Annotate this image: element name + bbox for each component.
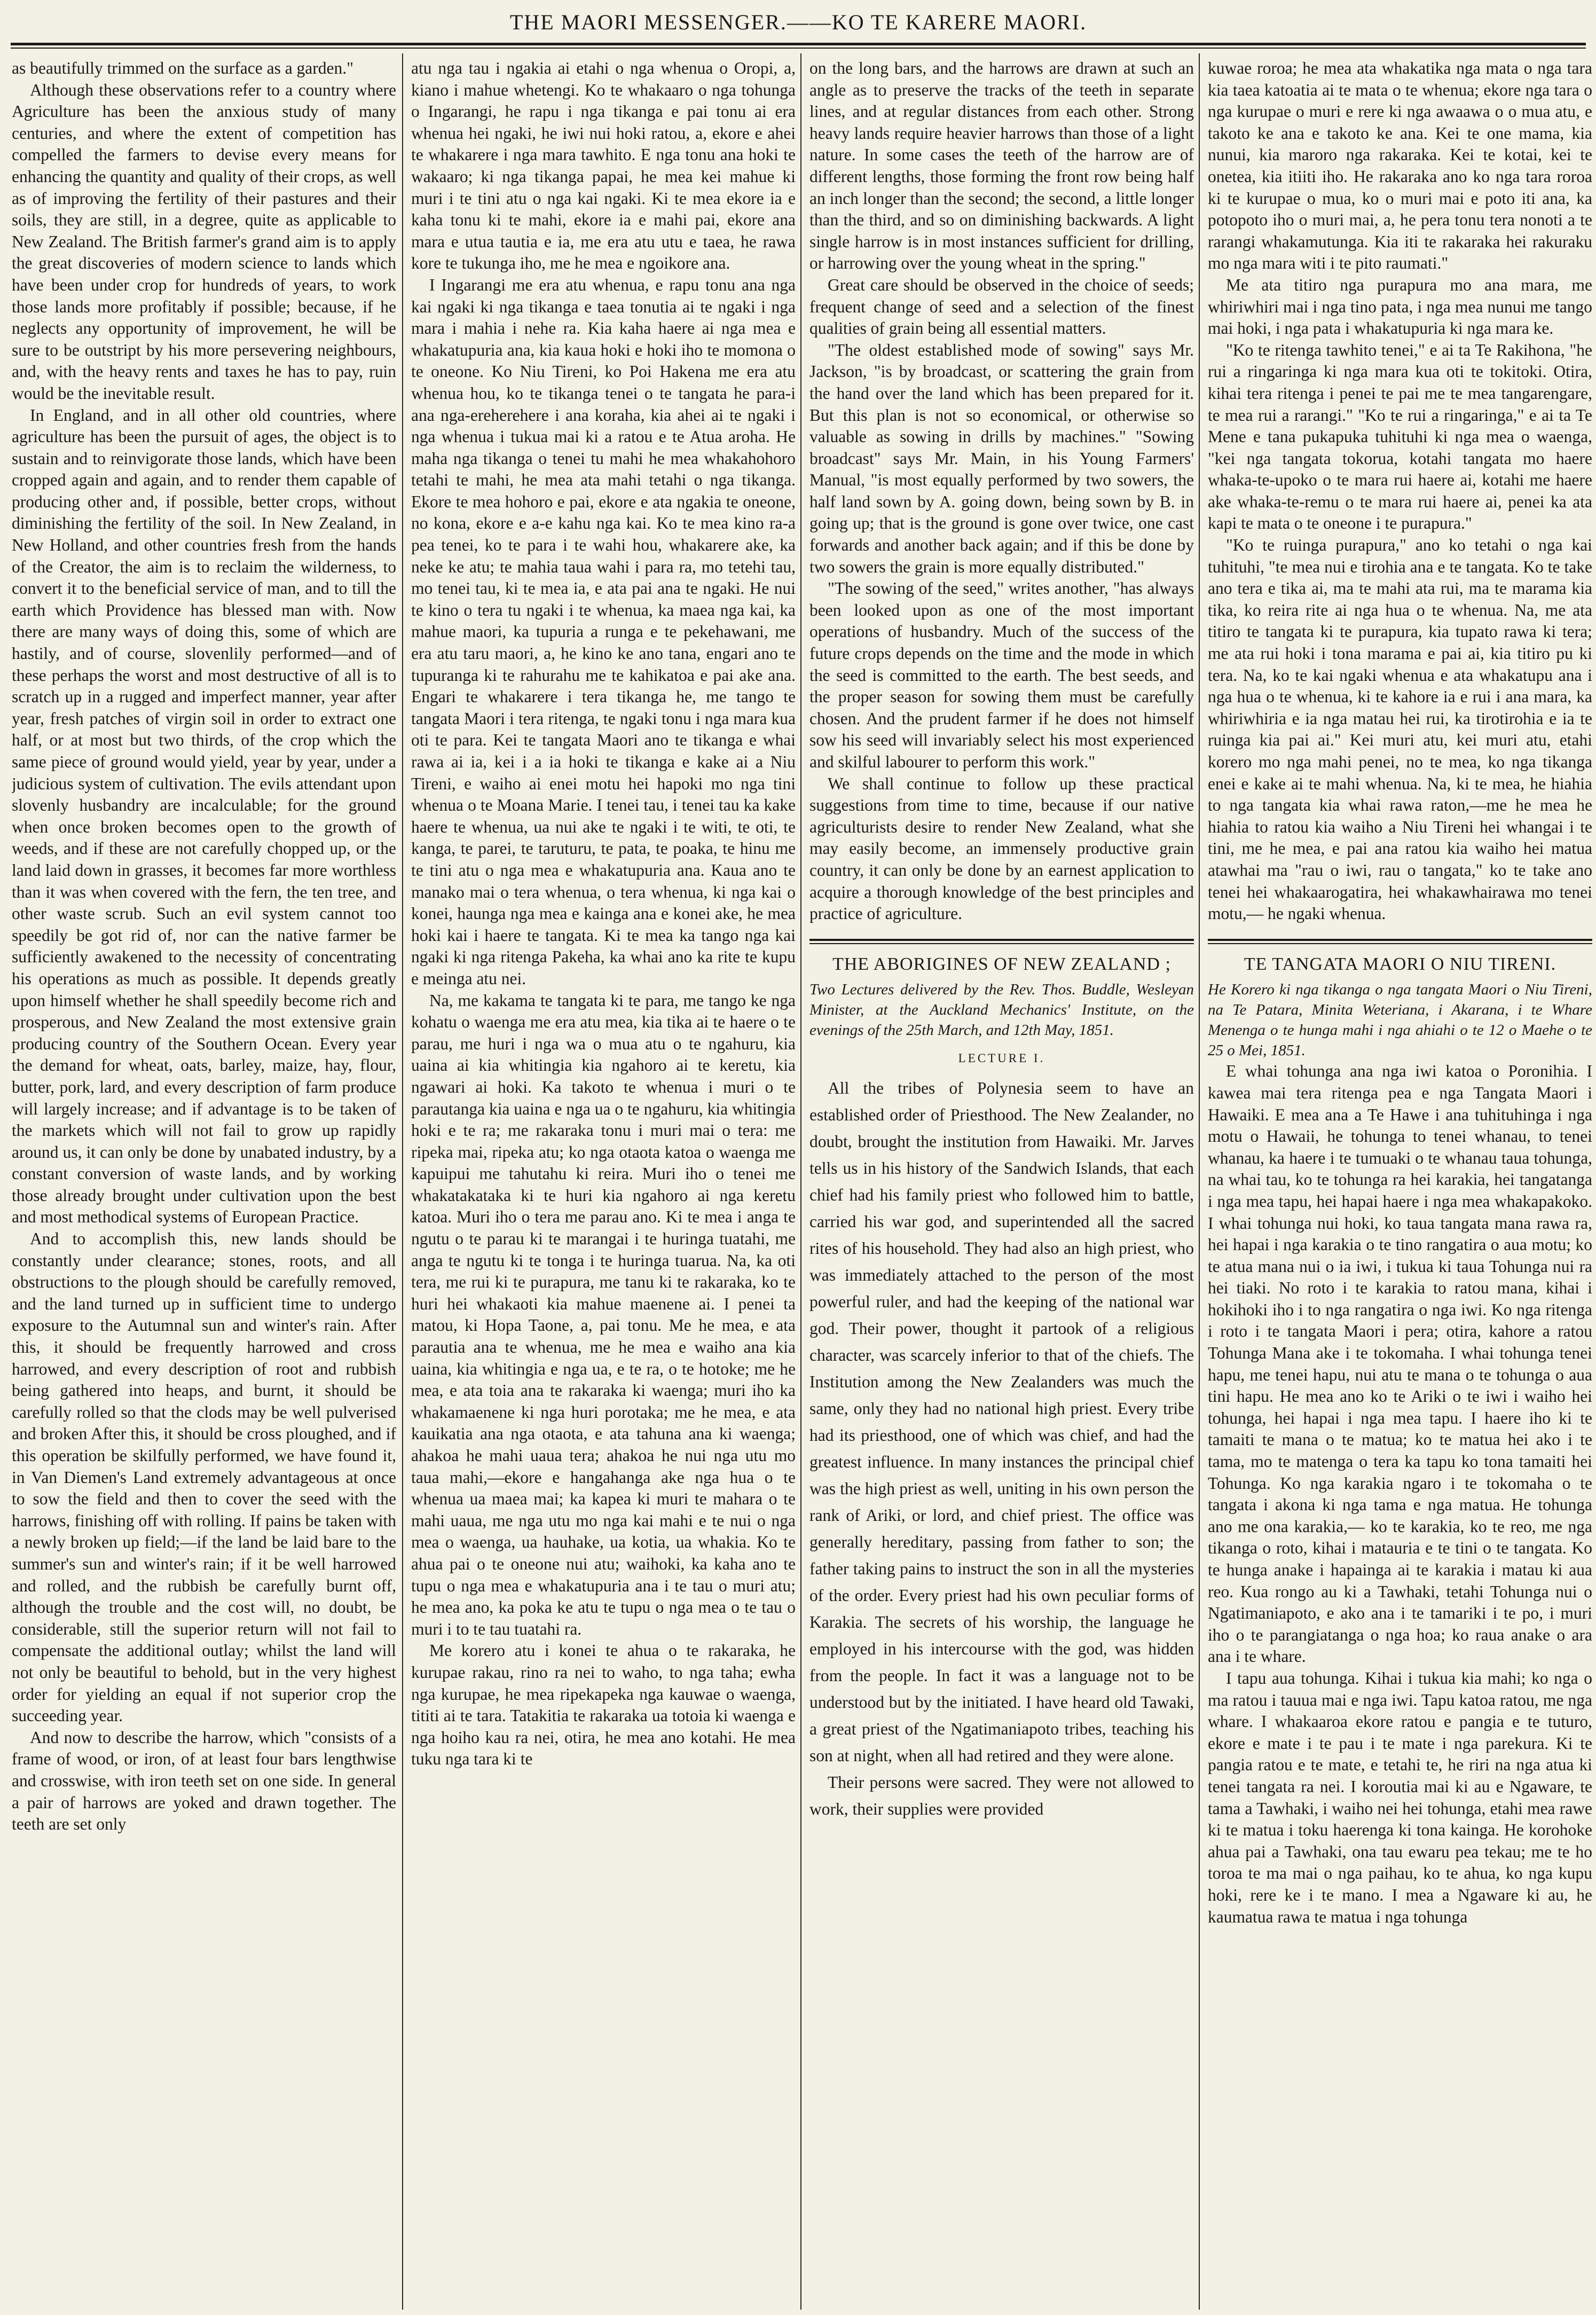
column-divider <box>800 53 801 2310</box>
paragraph: And now to describe the harrow, which "consists of a frame of wood, or iron, of at least four bars lengthwise and crosswise, with iron teeth set on one side. In general a pair of harrows are yoked and drawn together. The teeth are set only <box>12 1728 396 1834</box>
column-2-agriculture-maori <box>411 58 796 2306</box>
paragraph: We shall continue to follow up these practical suggestions from time to time, because if our native agriculturists desire to render New Zealand, what she may easily become, an immensely productive grain country, it can only be done by an earnest application to acquire a thorough knowledge of the best principles and practice of agriculture. <box>809 774 1194 923</box>
paragraph: All the tribes of Polynesia seem to have an established order of Priesthood. The New Zealander, no doubt, brought the institution from Hawaiki. Mr. Jarves tells us in his history of the Sandwich Islands, that each chief had his family priest who followed him to battle, carried his war god, and superintended all the sacred rites of his household. They had also an high priest, who was immediately attached to the person of the most powerful ruler, and had the keeping of the national war god. Their power, thought it partook of a religious character, was scarcely inferior to that of the chiefs. The Institution among the New Zealanders was much the same, only they had no national high priest. Every tribe had its priesthood, one of which was chief, and had the greatest influence. In many instances the principal chief was the high priest as well, uniting in his own person the rank of Ariki, or lord, and chief priest. The office was generally hereditary, passing from father to son; the father taking pains to instruct the son in all the mysteries of the order. Every priest had his own peculiar forms of Karakia. The secrets of his worship, the language he employed in his intercourse with the god, was hidden from the people. In fact it was a language not to be understood but by the initiated. I have heard old Tawaki, a great priest of the Ngatimaniapoto tribes, teaching his son at night, when all had retired and they were alone. <box>809 1078 1194 1765</box>
section-divider <box>1208 939 1592 944</box>
column-3 <box>809 58 1194 2306</box>
article-title: THE ABORIGINES OF NEW ZEALAND ; <box>832 954 1171 974</box>
article-title: TE TANGATA MAORI O NIU TIRENI. <box>1244 954 1556 974</box>
masthead-rule-thin <box>11 48 1586 49</box>
paragraph: I Ingarangi me era atu whenua, e rapu tonu ana nga kai ngaki ki nga tikanga e taea tonutia ai te ngaki i nga mara i mahia i nehe ra. Kia kaha haere ai nga mea e whakatupuria ana, kia kaua hoki e hoki iho te momona o te oneone. Ko Niu Tireni, ko Poi Hakena me era atu whenua hou, ko te tikanga tenei o te tangata he para-i ana nga-ereherehere i ana koraha, kia ahei ai te ngaki i nga whenua i tukua mai ki a ratou e te Atua aroha. He maha nga tikanga o tenei tu mahi he mea whakahohoro tetahi te mahi, he mea ata mahi tetahi o nga tikanga. Ekore te mea hohoro e pai, ekore e ata ngakia te oneone, no kona, ekore e a-e kahu nga kai. Ko te mea kino ra-a pea tenei, ko te para i te wahi hou, whakarere ake, ka neke ke atu; te mahia taua wahi i para ra, mo tetehi tau, mo tenei tau, ki te mea ia, e ata pai ana te ngaki. He nui te kino o tera tu ngaki i te whenua, ka maea nga kai, ka mahue maori, ka tupuria a runga e te pekehawani, me era atu taru maori, a, he kino ke ano tana, engari ano te tupuranga ki te rahurahu me te kahikatoa e pai ake ana. Engari te whakarere i tera tikanga he, me tango te tangata Maori i tera ritenga, te ngaki tonu i nga mara kua oti te para. Kei te tangata Maori ano te tikanga e whai rawa ai ia, kei i a ia hoki te tikanga e kake ai a Niu Tireni, e waiho ai enei motu hei hapoki mo nga tini whenua o te Moana Marie. I tenei tau, i tenei tau ka kake haere te whenua, ua nui ake te ngaki i te witi, te oti, te kanga, te parei, te taruturu, te pata, te poaka, te hinu me te tini atu o nga mea e whakatupuria ana. Kaua ano te manako mai o tera whenua, o tera whenua, ki nga kai o konei, haunga nga mea e kainga ana e konei ake, he mea hoki kai i haere te tangata. Ki te mea ka tango nga kai ngaki ki nga ritenga Pakeha, ka whai ano ka rite te kupu e meinga atu nei. <box>411 275 796 988</box>
article-subtitle: He Korero ki nga tikanga o nga tangata Maori o Niu Tireni, na Te Patara, Minita Weteriana, i Akarana, i te Whare Menenga o te hunga mahi i nga ahiahi o te 12 o Maehe o te 25 o Mei, 1851. <box>1208 981 1592 1060</box>
paragraph: Me ata titiro nga purapura mo ana mara, me whiriwhiri mai i nga tino pata, i nga mea nunui me tango mai hoki, i nga pata i whakatupuria ki nga mara ke. <box>1208 275 1592 338</box>
paragraph: In England, and in all other old countries, where agriculture has been the pursuit of ages, the object is to sustain and to reinvigorate those lands, which have been cropped again and again, and to render them capable of producing other and, if possible, better crops, without diminishing the fertility of the soil. In New Zealand, in New Holland, and other countries fresh from the hands of the Creator, the aim is to reclaim the wilderness, to convert it to the beneficial service of man, and to till the earth which Providence has blessed man with. Now there are many ways of doing this, some of which are hastily, and of course, slovenlily performed—and of these perhaps the worst and most destructive of all is to scratch up in a rugged and imperfect manner, year after year, fresh patches of virgin soil in order to extract one half, or at most but two thirds, of the crop which the same piece of ground would yield, year by year, under a judicious system of cultivation. The evils attendant upon slovenly husbandry are incalculable; for the ground when once broken becomes open to the growth of weeds, and if these are not carefully chopped up, or the land laid down in grasses, it becomes far more worthless than it was when covered with the fern, the ten tree, and other waste scrub. Such an evil system cannot too speedily be got rid of, nor can the native farmer be sufficiently awakened to the necessity of concentrating his operations as much as possible. It depends greatly upon himself whether he shall speedily become rich and prosperous, and New Zealand the most extensive grain producing country of the Southern Ocean. Every year the demand for wheat, oats, barley, maize, hay, flour, butter, pork, lard, and every description of farm produce will largely increase; and if advantage is to be taken of the markets which will not fail to grow up rapidly around us, it can only be done by unabated industry, by a constant conversion of waste lands, and by working those already brought under cultivation upon the best and most methodical systems of European Practice. <box>12 405 396 1227</box>
paragraph: on the long bars, and the harrows are drawn at such an angle as to preserve the tracks of the teeth in separate lines, and at regular distances from each other. Strong heavy lands require heavier harrows than those of a light nature. In some cases the teeth of the harrow are of different lengths, those forming the front row being half an inch longer than the second; the second, a little longer than the third, and so on diminishing backwards. A light single harrow is in most instances sufficient for drilling, or harrowing over the young wheat in the spring." <box>809 59 1194 273</box>
paragraph: "The sowing of the seed," writes another, "has always been looked upon as one of the most important operations of husbandry. Much of the success of the future crops depends on the time and the mode in which the seed is committed to the earth. The best seeds, and the proper season for sowing them must be carefully chosen. And the prudent farmer if he does not himself sow his seed will invariably select his most experienced and skilful labourer to perform this work." <box>809 579 1194 771</box>
paragraph: Although these observations refer to a country where Agriculture has been the anxious study of many centuries, and where the extent of competition has compelled the farmers to devise every means for enhancing the quantity and quality of their crops, as well as of improving the fertility of their pastures and their soils, they are still, in a degree, quite as applicable to New Zealand. The British farmer's grand aim is to apply the great discoveries of modern science to lands which have been under crop for hundreds of years, to work those lands more profitably if possible; because, if he neglects any opportunity of improvement, he will be sure to be outstript by his more persevering neighbours, and, with the heavy rents and taxes he has to pay, ruin would be the inevitable result. <box>12 80 396 403</box>
article-subtitle: Two Lectures delivered by the Rev. Thos. Buddle, Wesleyan Minister, at the Auckland Mechanics' Institute, on the evenings of the 25th March, and 12th May, 1851. <box>809 981 1194 1039</box>
paragraph: kuwae roroa; he mea ata whakatika nga mata o nga tara kia taea katoatia ai te mata o te whenua; ekore nga tara o nga kurupae o muri e rere ki nga awaawa o o mua atu, e takoto ke ana e takoto ke ana. Kei te one mama, kia nunui, kia maroro nga rakaraka. Kei te kotai, kei te onetea, kia itiiti iho. He rakaraka ano ko nga tara roroa ki te kurupae o mua, ko o muri mai e poto iti ana, ka potopoto iho o muri mai, a, he pera tonu tera nonoti a te rarangi whakamutunga. Kia iti te rakaraka hei rakuraku mo nga mara witi i te pito raumati." <box>1208 59 1592 273</box>
paragraph: E whai tohunga ana nga iwi katoa o Poronihia. I kawea mai tera ritenga pea e nga Tangata Maori i Hawaiki. E mea ana a Te Hawe i ana tuhituhinga i nga motu o Hawaii, he tohunga to tenei whanau, to tenei whanau, ka haere i te tumuaki o te whanau taua tohunga, na whai tau, ko te tohunga ra hei karakia, hei tangatanga i nga mea tapu, hei hapai haere i nga mea whakapakoko. I whai tohunga nui hoki, ko taua tangata mana rawa ra, hei hapai i nga karakia o te tino rangatira o aua motu; ko te atua mana nui o ia iwi, i tukua ki taua Tohunga nui ra hei tiaki. No roto i te karakia to ratou mana, kihai i hokihoki iho i to nga rangatira o nga iwi. Ko nga ritenga i roto i te tangata Maori i pera; otira, kahore a ratou Tohunga Mana ake i te tokomaha. I whai tohunga tenei hapu, me tenei hapu, nui atu te mana o te tohunga o aua tini hapu. He mea ano ko te Ariki o te iwi i waiho hei tohunga, hei hapai i nga mea tapu. I haere iho ki te tamaiti te mana o te matua; ko te matua hei ako i te tama, mo te matenga o tera ka tapu ko tona tamaiti hei Tohunga. Ko nga karakia ngaro i te tokomaha o te tangata i akona ki nga tama e nga matua. He tohunga ano me ona karakia,— ko te karakia, ko te reo, me nga tikanga o roto, kihai i matauria e te tini o te tangata. Ko te hunga anake i hapainga ai te karakia i matau ki aua reo. Kua rongo au ki a Tawhaki, tetahi Tohunga nui o Ngatimaniapoto, e ako ana i te tamariki i te po, i muri iho o te parangiatanga o nga hoa; ko raua anake o ara ana i te whare. <box>1208 1062 1592 1666</box>
paragraph: "The oldest established mode of sowing" says Mr. Jackson, "is by broadcast, or scattering the grain from the hand over the land which has been prepared for it. But this plan is not so economical, or otherwise so valuable as sowing in drills by machines." "Sowing broadcast" says Mr. Main, in his Young Farmers' Manual, "is most equally performed by two sowers, the half land sown by A. going down, being sown by B. in going up; that is the ground is gone over twice, one cast forwards and another back again; and if this be done by two sowers the grain is more equally distributed." <box>809 340 1194 576</box>
column-divider <box>402 53 403 2310</box>
paragraph: Na, me kakama te tangata ki te para, me tango ke nga kohatu o waenga me era atu mea, kia tika ai te haere o te parau, me huri i nga wa o mua atu o te ngahuru, kia uaina ai kia whitingia kia ngahoro ai te keretu, kia ngawari ai hoki. Ka takoto te whenua i muri o te parautanga kia uaina e nga ua o te ngahuru, kia whitingia hoki e te ra; me rakaraka tonu i muri mai o tera: me ripeka mai, ripeka atu; ko nga otaota katoa o waenga me kapuipui me tahutahu ki reira. Muri iho o tenei me whakatakataka ki te huri kia ngahoro ai nga keretu katoa. Muri iho o tera me parau ano. Ki te mea i anga te ngutu o te parau ki te marangai i te huringa tuatahi, me anga te ngutu ki te tonga i te huringa tuarua. Na, ka oti tera, me rui ki te purapura, me tanu ki te rakaraka, ko te huri hei whakaoti kia mahue maenene ai. I penei ta matou, ki Hopa Taone, a, pai tonu. Me he mea, e ata parautia ana te whenua, me he mea e waiho ana kia uaina, kia whitingia e nga ua, e te ra, o te hotoke; me he mea, e ata toia ana te rakaraka ki waenga; muri iho ka whakamaenene ki nga huri porotaka; me he mea, e ata kauikatia ana nga otaota, e ata tahuna ana ki waenga; ahakoa he mahi uaua tera; ahakoa he nui nga utu mo taua mahi,—ekore e hangahanga ake nga hua o te whenua ua maea mai; ka kapea ki muri te mahara o te mahi uaua, me nga utu mo nga kai mahi e te nui o nga mea o waenga, ua hauhake, ua kotia, ua whakia. Ko te ahua pai o te oneone nui atu; waihoki, ka kaha ano te tupu o nga mea e whakatupuria ana i te tau o muri atu; he mea ano, ka poka ke atu te tupu o nga mea o te tau o muri i to te tau tuatahi ra. <box>411 991 796 1638</box>
paragraph: atu nga tau i ngakia ai etahi o nga whenua o Oropi, a, kiano i mahue whetengi. Ko te whakaaro o nga tohunga o Ingarangi, he rapu i nga tikanga e pai tonu ai era whenua hei ngaki, he iwi nui hoki ratou, a, ekore e ahei te whakarere i nga mara tawhito. E nga tonu ana hoki te wakaaro; ki nga tikanga papai, he mea kei mahue ki muri i te tini atu o nga kai ngaki. Ki te mea ekore ia e kaha tonu ki te mahi, ekore ia e mahi pai, ekore ana mara e utua tautia e ia, me era atu utu e taea, he rawa kore te tukunga iho, me he mea e ngoikore ana. <box>411 59 796 273</box>
paragraph: And to accomplish this, new lands should be constantly under clearance; stones, roots, and all obstructions to the plough should be carefully removed, and the land turned up in sufficient time to undergo exposure to the Autumnal sun and winter's rain. After this, it should be frequently harrowed and cross harrowed, and every description of root and rubbish being gathered into heaps, and burnt, it should be carefully rolled so that the clods may be well pulverised and broken After this, it should be cross ploughed, and if this operation be skilfully performed, we have found it, in Van Diemen's Land extremely advantageous at once to sow the field and then to cover the seed with the harrows, finishing off with rolling. If pains be taken with a newly broken up field;—if the land be laid bare to the summer's sun and winter's rain; if it be well harrowed and rolled, and the rubbish be carefully burnt off, although the trouble and the cost will, no doubt, be considerable, still the superior return will not fail to compensate the additional outlay; whilst the land will not only be beautiful to behold, but in the very highest order for yielding an equal if not superior crop the succeeding year. <box>12 1229 396 1725</box>
masthead: THE MAORI MESSENGER.——KO TE KARERE MAORI. <box>509 10 1087 34</box>
paragraph: "Ko te ruinga purapura," ano ko tetahi o nga kai tuhituhi, "te mea nui e tirohia ana e te tangata. Ko te take ano tera e tika ai, ma te mahi ata rui, ma te marama kia tika, ko reira rite ai nga hua o te whenua. Na, me ata titiro te tangata ki te purapura, kia tupato rawa ki tera; me ata rui hoki i tona marama e pai ai, kia titiro pu ki tera. Na, ko te kai ngaki whenua e ata whakatupu ana i nga hua o te whenua, ki te kahore ia e rui i ana mara, ka whiriwhiria e ia nga matau hei rui, ka tirotirohia e ia te ruinga kia pai ai." Kei muri atu, kei muri atu, etahi korero mo nga mahi penei, no te mea, ko nga tikanga enei e kake ai te mahi whenua. Na, ki te mea, he hiahia to nga tangata kia whai rawa raton,—me he mea he hiahia to ratou kia waiho a Niu Tireni hei whangai i te tini, me he mea, e pai ana ratou kia waiho hei matua atawhai ma "rau o iwi, rau o tangata," ko te take ano tenei hei whakaarogatira, hei whakawhairawa mo tenei motu,— he ngaki whenua. <box>1208 536 1592 923</box>
section-divider <box>809 939 1194 944</box>
column-divider <box>1199 53 1200 2310</box>
paragraph: as beautifully trimmed on the surface as a garden." <box>12 59 353 77</box>
paragraph: "Ko te ritenga tawhito tenei," e ai ta Te Rakihona, "he rui a ringaringa ki nga mara kua oti te tokitoki. Otira, kihai tera ritenga i penei te pai me te mea tangarengare, te mea rui a rarangi." "Ko te rui a ringaringa," e ai ta Te Mene e tana pukapuka tuhituhi ki nga mea o waenga, "kei nga tangata tokorua, kotahi tangata mo haere whaka-te-upoko o te mara rui haere ai, kotahi me haere ake whaka-te-remu o te mara rui haere ai, penei ka ata kapi te mata o te oneone i te purapura." <box>1208 340 1592 533</box>
paragraph: Their persons were sacred. They were not allowed to work, their supplies were provided <box>809 1772 1194 1818</box>
column-1-agriculture-english <box>12 58 396 2306</box>
column-4 <box>1208 58 1592 2306</box>
paragraph: Me korero atu i konei te ahua o te rakaraka, he kurupae rakau, rino ra nei to waho, to nga taha; ewha nga kurupae, he mea ripekapeka nga kauwae o waenga, tititi ai te tara. Tatakitia te rakaraka ua totoia ki waenga e nga hoiho kau ra nei, otira, he mea ano kotahi. He mea tuku nga tara ki te <box>411 1641 796 1769</box>
lecture-heading: LECTURE I. <box>958 1051 1045 1065</box>
paragraph: I tapu aua tohunga. Kihai i tukua kia mahi; ko nga o ma ratou i tauua mai e nga iwi. Tapu katoa ratou, me nga whare. I whakaaroa ekore ratou e pangia e te tuturo, ekore e mate i te pau i te mate i nga parekura. Ki te pangia ratou e te mate, e tetahi te, he riri na nga atua ki tenei tangata ra nei. I koroutia mai ki au e Ngaware, te tama a Tawhaki, i waiho nei hei tohunga, etahi mea rawe ki te matua i toku haerenga ki tona kainga. He korohoke ahua pai a Tawhaki, ona tau ewaru pea tekau; me te ho toroa te ma mai o nga paihau, ko te ahua, ko nga kupu hoki, rere ke i te mano. I mea a Ngaware ki au, he kaumatua rawa te matua i nga tohunga <box>1208 1668 1592 1926</box>
paragraph: Great care should be observed in the choice of seeds; frequent change of seed and a selection of the finest qualities of grain being all essential matters. <box>809 275 1194 338</box>
masthead-rule <box>11 43 1586 45</box>
